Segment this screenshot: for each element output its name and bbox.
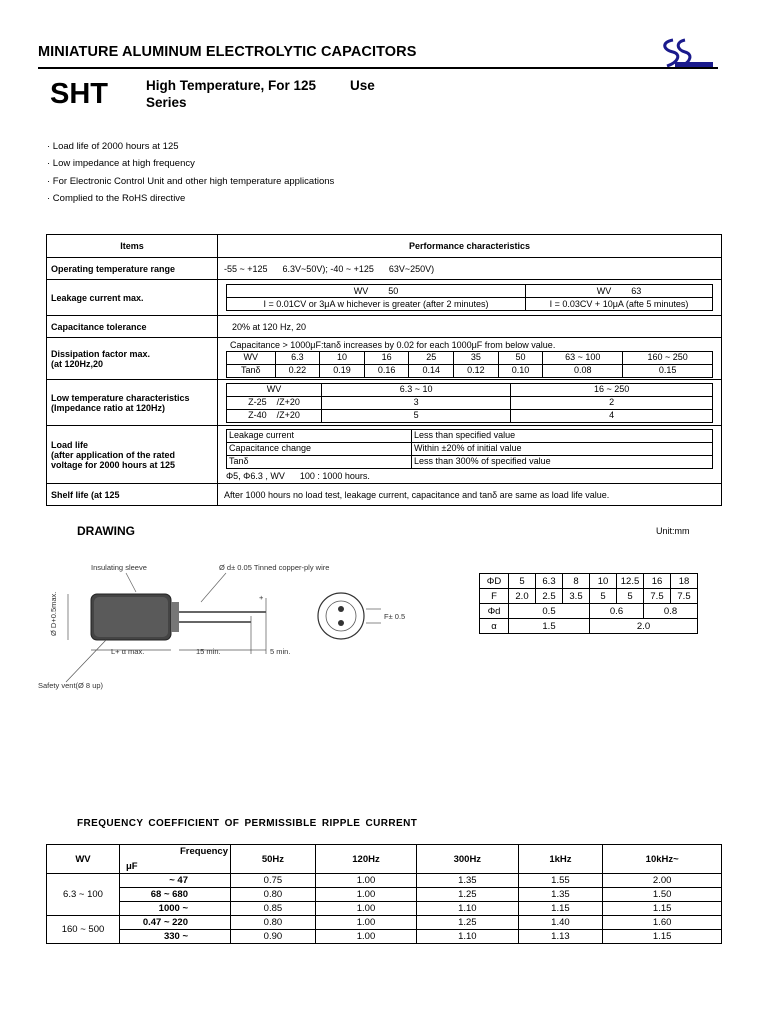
dim-cell: 0.8 [644, 604, 698, 619]
load-life-note: Φ5, Φ6.3 , WV 100 : 1000 hours. [226, 470, 370, 481]
leakage-h2: WV 63 [526, 285, 713, 298]
header-rule [38, 67, 718, 69]
dim-cell: 7.5 [671, 589, 698, 604]
dissipation-label: Dissipation factor max. (at 120Hz,20 [47, 338, 218, 380]
feature-item: · Complied to the RoHS directive [47, 192, 186, 204]
freq-value-cell: 1.60 [603, 916, 722, 930]
load-life-table [226, 429, 713, 469]
dissipation-tan-cell: 0.16 [364, 364, 409, 377]
dissipation-wv-cell: 10 [320, 351, 365, 364]
col-header-items: Items [47, 235, 218, 258]
dissipation-wv-cell: 16 [364, 351, 409, 364]
freq-wv-cell: 6.3 ~ 100 [47, 874, 120, 916]
dissipation-tan-cell: 0.12 [454, 364, 499, 377]
freq-col-header: 1kHz [518, 845, 603, 874]
freq-value-cell: 1.25 [417, 916, 518, 930]
company-logo [653, 36, 715, 70]
dim-cell: 12.5 [617, 574, 644, 589]
dim-cell: 1.5 [509, 619, 590, 634]
drawing-label-wire: Ø d± 0.05 Tinned copper-ply wire [219, 563, 330, 572]
dim-cell: 2.5 [536, 589, 563, 604]
dim-cell: 10 [590, 574, 617, 589]
load-life-key: Leakage current [227, 429, 412, 442]
drawing-label-lmax: L+ α max. [111, 647, 145, 656]
low-temp-z40-label: Z-40 /Z+20 [227, 409, 322, 422]
freq-heading: FREQUENCY COEFFICIENT OF PERMISSIBLE RIPPLE CURRENT [77, 818, 418, 829]
freq-col-header: 50Hz [231, 845, 316, 874]
drawing-label-vent: Safety vent(Ø 8 up) [38, 681, 104, 690]
drawing-heading: DRAWING [77, 524, 135, 538]
freq-value-cell: 1.40 [518, 916, 603, 930]
freq-row [47, 874, 722, 888]
dissipation-wv-label: WV [227, 351, 276, 364]
load-life-key: Capacitance change [227, 442, 412, 455]
dim-cell: 5 [617, 589, 644, 604]
freq-col-header: 10kHz~ [603, 845, 722, 874]
low-temp-wv-label: WV [227, 383, 322, 396]
freq-value-cell: 1.25 [417, 888, 518, 902]
dimensions-table [479, 573, 698, 634]
freq-cap-cell: ~ 47 [120, 874, 231, 888]
load-life-value: Within ±20% of initial value [412, 442, 713, 455]
dim-cell: 8 [563, 574, 590, 589]
freq-value-cell: 0.90 [231, 930, 316, 944]
load-life-key: Tanδ [227, 455, 412, 468]
op-temp-label: Operating temperature range [47, 258, 218, 280]
spec-table [46, 234, 722, 506]
dim-cell: 2.0 [509, 589, 536, 604]
freq-row [47, 916, 722, 930]
dissipation-table [226, 351, 713, 378]
drawing-label-5min: 5 min. [270, 647, 291, 656]
low-temp-label: Low temperature characteristics (Impedance ratio at 120Hz) [47, 380, 218, 426]
unit-label: Unit:mm [656, 526, 690, 536]
freq-cap-cell: 68 ~ 680 [120, 888, 231, 902]
freq-value-cell: 1.55 [518, 874, 603, 888]
freq-value-cell: 2.00 [603, 874, 722, 888]
col-header-performance: Performance characteristics [218, 235, 722, 258]
freq-table [46, 844, 722, 944]
dissipation-wv-cell: 63 ~ 100 [543, 351, 623, 364]
dim-label-f: F [480, 589, 509, 604]
dissipation-wv-cell: 50 [498, 351, 543, 364]
series-description: High Temperature, For 125 Use Series [146, 78, 375, 110]
leakage-v2: I = 0.03CV + 10μA (afte 5 minutes) [526, 298, 713, 311]
dim-label-d: ΦD [480, 574, 509, 589]
dim-cell: 7.5 [644, 589, 671, 604]
low-temp-z40-cell: 5 [322, 409, 511, 422]
dim-cell: 0.5 [509, 604, 590, 619]
load-life-value: Less than 300% of specified value [412, 455, 713, 468]
svg-text:+: + [259, 593, 264, 602]
freq-wv-header: WV [47, 845, 120, 874]
low-temp-z25-cell: 2 [511, 396, 713, 409]
freq-value-cell: 0.75 [231, 874, 316, 888]
dissipation-wv-cell: 35 [454, 351, 499, 364]
freq-value-cell: 1.00 [315, 888, 416, 902]
low-temp-wv-cell: 16 ~ 250 [511, 383, 713, 396]
low-temp-z40-cell: 4 [511, 409, 713, 422]
dim-cell: 2.0 [590, 619, 698, 634]
cap-tol-label: Capacitance tolerance [47, 316, 218, 338]
freq-value-cell: 1.15 [603, 930, 722, 944]
drawing-label-f: F± 0.5 [384, 612, 406, 621]
dim-cell: 3.5 [563, 589, 590, 604]
dim-cell: 6.3 [536, 574, 563, 589]
dissipation-wv-cell: 160 ~ 250 [623, 351, 713, 364]
leakage-h1: WV 50 [227, 285, 526, 298]
freq-row [47, 902, 722, 916]
load-life-label: Load life (after application of the rated voltage for 2000 hours at 125 [47, 426, 218, 484]
low-temp-z25-label: Z-25 /Z+20 [227, 396, 322, 409]
freq-uf-label: μF [126, 861, 138, 872]
freq-value-cell: 1.00 [315, 874, 416, 888]
freq-col-header: 300Hz [417, 845, 518, 874]
dissipation-tan-cell: 0.15 [623, 364, 713, 377]
dissipation-tan-cell: 0.22 [275, 364, 320, 377]
freq-value-cell: 1.00 [315, 902, 416, 916]
feature-item: · Low impedance at high frequency [47, 158, 195, 170]
freq-frequency-label: Frequency [179, 846, 228, 857]
load-life-value: Less than specified value [412, 429, 713, 442]
freq-value-cell: 1.10 [417, 930, 518, 944]
dissipation-wv-cell: 25 [409, 351, 454, 364]
dissipation-tan-cell: 0.14 [409, 364, 454, 377]
low-temp-table [226, 383, 713, 423]
dissipation-tan-label: Tanδ [227, 364, 276, 377]
capacitor-drawing [36, 556, 456, 696]
dim-cell: 16 [644, 574, 671, 589]
freq-value-cell: 1.15 [603, 902, 722, 916]
feature-item: · Load life of 2000 hours at 125 [47, 141, 179, 152]
dissipation-wv-cell: 6.3 [275, 351, 320, 364]
freq-value-cell: 1.35 [518, 888, 603, 902]
low-temp-z25-cell: 3 [322, 396, 511, 409]
dissipation-tan-cell: 0.10 [498, 364, 543, 377]
freq-cap-cell: 330 ~ [120, 930, 231, 944]
freq-cap-cell: 0.47 ~ 220 [120, 916, 231, 930]
document-title: MINIATURE ALUMINUM ELECTROLYTIC CAPACITORS [38, 44, 417, 60]
low-temp-wv-cell: 6.3 ~ 10 [322, 383, 511, 396]
dim-label-alpha: α [480, 619, 509, 634]
op-temp-value: -55 ~ +125 6.3V~50V); -40 ~ +125 63V~250V) [218, 258, 722, 280]
freq-wv-cell: 160 ~ 500 [47, 916, 120, 944]
freq-value-cell: 0.80 [231, 888, 316, 902]
dissipation-tan-cell: 0.19 [320, 364, 365, 377]
freq-value-cell: 0.80 [231, 916, 316, 930]
freq-value-cell: 0.85 [231, 902, 316, 916]
freq-value-cell: 1.10 [417, 902, 518, 916]
freq-value-cell: 1.13 [518, 930, 603, 944]
freq-value-cell: 1.15 [518, 902, 603, 916]
cap-tol-value: 20% at 120 Hz, 20 [218, 316, 722, 338]
freq-corner-header [120, 845, 231, 874]
shelf-life-label: Shelf life (at 125 [47, 484, 218, 506]
freq-col-header: 120Hz [315, 845, 416, 874]
dim-cell: 18 [671, 574, 698, 589]
freq-value-cell: 1.00 [315, 930, 416, 944]
dim-cell: 5 [590, 589, 617, 604]
drawing-label-dmax: Ø D+0.5max. [49, 591, 58, 636]
shelf-life-value: After 1000 hours no load test, leakage current, capacitance and tanδ are same as load life value. [218, 484, 722, 506]
feature-item: · For Electronic Control Unit and other high temperature applications [47, 175, 335, 187]
leakage-label: Leakage current max. [47, 280, 218, 316]
leakage-table [226, 284, 713, 311]
dissipation-note: Capacitance > 1000μF:tanδ increases by 0.02 for each 1000μF from below value. [230, 339, 556, 350]
drawing-label-sleeve: Insulating sleeve [91, 563, 147, 572]
dissipation-tan-cell: 0.08 [543, 364, 623, 377]
freq-row [47, 930, 722, 944]
dim-cell: 5 [509, 574, 536, 589]
feature-list [47, 138, 334, 207]
series-code: SHT [50, 78, 108, 110]
freq-value-cell: 1.50 [603, 888, 722, 902]
dim-label-wire-d: Φd [480, 604, 509, 619]
dim-cell: 0.6 [590, 604, 644, 619]
freq-cap-cell: 1000 ~ [120, 902, 231, 916]
drawing-label-15min: 15 min. [196, 647, 221, 656]
freq-value-cell: 1.35 [417, 874, 518, 888]
leakage-v1: I = 0.01CV or 3μA w hichever is greater (after 2 minutes) [227, 298, 526, 311]
freq-row [47, 888, 722, 902]
freq-value-cell: 1.00 [315, 916, 416, 930]
